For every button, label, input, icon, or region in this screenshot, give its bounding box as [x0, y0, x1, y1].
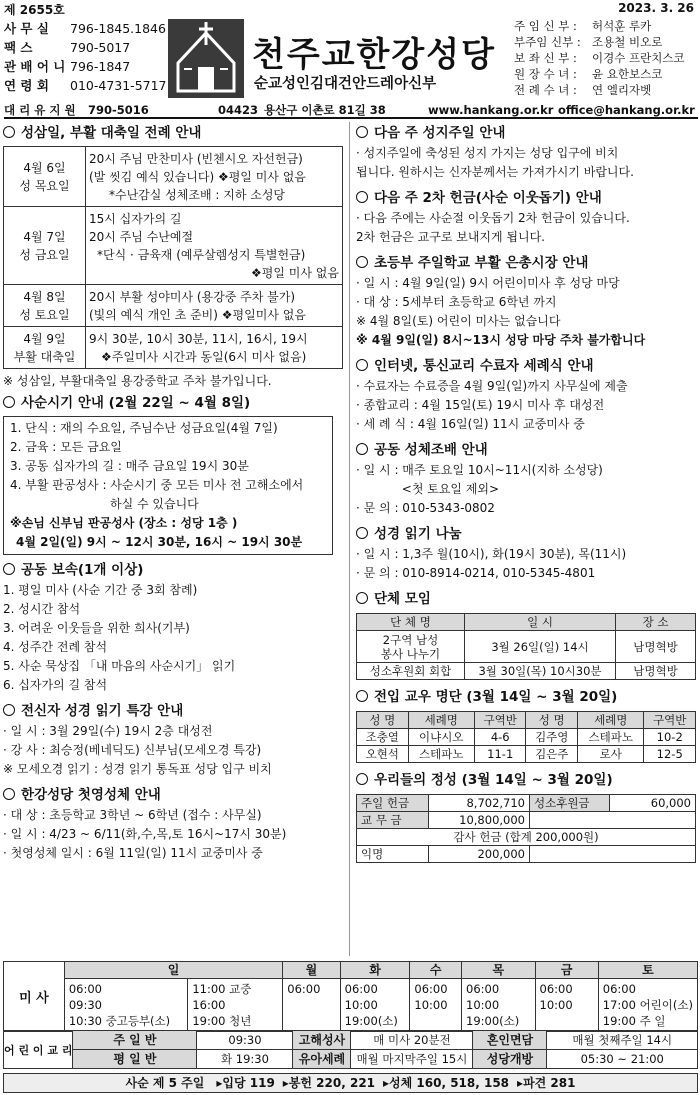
offering-table: 주일 헌금 8,702,710 성소후원금 60,000 교 무 금 10,800,000 감사 헌금 (합계 200,000원) 익명 200,000 [356, 794, 696, 863]
circle-bullet-icon [356, 126, 368, 138]
circle-bullet-icon [356, 527, 368, 539]
contact-list: 사 무 실 796-1845.1846 팩 스 790-5017 관 배 어 니 796-1847 연 령 회 010-4731-5717 [4, 21, 167, 93]
table-row: 2구역 남성 봉사 나누기 3월 26일(일) 14시 남명혁방 [357, 631, 696, 663]
section-baptism: 인터넷, 통신교리 수료자 세례식 안내 [356, 355, 698, 377]
table-row: 오현석 스테파노 11-1 김은주 로사 12-5 [357, 746, 696, 763]
table-row: 조충열 이냐시오 4-6 김주영 스테파노 10-2 [357, 729, 696, 746]
church-subtitle: 순교성인김대건안드레아신부 [254, 76, 437, 92]
clergy-list: 주 임 신 부 : 허석훈 루카 부주임 신부 : 조용철 비오로 보 좌 신 부 : 이경수 프란치스코 원 장 수 녀 : 윤 요한보스코 전 례 수 녀 : 연 엘리자벳 [514, 19, 685, 97]
issue-number: 제 2655호 [4, 3, 65, 17]
circle-bullet-icon [356, 359, 368, 371]
group-table: 단 체 명 일 시 장 소 2구역 남성 봉사 나누기 3월 26일(일) 14시 남명혁방 성소후원회 회합 3월 30일(목) 10시30분 남명혁방 [356, 613, 696, 680]
circle-bullet-icon [3, 396, 15, 408]
circle-bullet-icon [3, 126, 15, 138]
email-link[interactable]: office@hankang.or.kr [558, 103, 695, 117]
section-sunday-school: 초등부 주일학교 부활 은총시장 안내 [356, 252, 698, 274]
circle-bullet-icon [356, 191, 368, 203]
section-newcomers: 전입 교우 명단 (3월 14일 ~ 3월 20일) [356, 686, 698, 708]
mass-schedule: 미 사 일 월 화 수 목 금 토 06:00 09:30 10:30 중고등부(소) 11:00 교중 16:00 19:00 청년 06:00 06:00 10:00 19:00(소) 06:00 10:00 06:00 10:00 19:00(소) 06:00 10:00 06:00 17:00 어린이(소) 19:00 주 일 [3, 961, 698, 1032]
circle-bullet-icon [3, 704, 15, 716]
section-bible-sharing: 성경 읽기 나눔 [356, 523, 698, 545]
circle-bullet-icon [356, 256, 368, 268]
section-first-communion: 한강성당 첫영성체 안내 [3, 784, 346, 806]
circle-bullet-icon [356, 592, 368, 604]
left-column: 성삼일, 부활 대축일 전례 안내 4월 6일 성 목요일 20시 주님 만찬미사 (빈첸시오 자선헌금) (발 씻김 예식 있습니다) ❖평일 미사 없음 *수난감실 성체조배 : 지하 소성당 4월 7일 성 금요일 15시 십자가의 길 20시 주님 수난예절 *단식 · 금육재 (예루살렘성지 특별헌금) ❖평일 미사 없음 4월 8일 성 토요일 20시 부활 성야미사 (용강중 주차 불가) (빛의 예식 개인 초 준비) ❖평일미사 없음 4월 9일 부활 대축일 9시 30분, 10시 30분, 11시, 16시, 19시 ❖주일미사 시간과 동일(6시 미사 없음) ※ 성삼일, 부활대축일 용강중학교 주차 불가입니다. 사순시기 안내 (2월 22일 ~ 4월 8일) 1. 단식 : 재의 수요일, 주님수난 성금요일(4월 7일) 2. 금육 : 모든 금요일 3. 공동 십자가의 길 : 매주 금요일 19시 30분 4. 부활 판공성사 : 사순시기 중 모든 미사 전 고해소에서 하실 수 있습니다 ※손님 신부님 판공성사 (장소 : 성당 1층 ) 4월 2일(일) 9시 ~ 12시 30분, 16시 ~ 19시 30분 공동 보속(1개 이상) 1. 평일 미사 (사순 기간 중 3회 참례) 2. 성시간 참석 3. 어려운 이웃들을 위한 희사(기부) 4. 성주간 전례 참석 5. 사순 묵상집 「내 마음의 사순시기」 읽기 6. 십자가의 길 참석 전신자 성경 읽기 특강 안내 · 일 시 : 3월 29일(수) 19시 2층 대성전 · 강 사 : 최승정(베네딕도) 신부님(모세오경 특강) ※ 모세오경 읽기 : 성경 읽기 통독표 성당 입구 비치 한강성당 첫영성체 안내 · 대 상 : 초등학교 3학년 ~ 6학년 (접수 : 사무실) · 일 시 : 4/23 ~ 6/11(화,수,목,토 16시~17시 30분) · 첫영성체 일시 : 6월 11일(일) 11시 교중미사 중 [3, 122, 346, 863]
church-name: 천주교한강성당 [252, 35, 496, 75]
church-building-icon [168, 19, 244, 98]
section-adoration: 공동 성체조배 안내 [356, 439, 698, 461]
hymn-footer: 사순 제 5 주일 ▸입당 119 ▸봉헌 220, 221 ▸성체 160, 518, 158 ▸파견 281 [3, 1073, 698, 1093]
circle-bullet-icon [356, 690, 368, 702]
penance-list: 1. 평일 미사 (사순 기간 중 3회 참례) 2. 성시간 참석 3. 어려운 이웃들을 위한 희사(기부) 4. 성주간 전례 참석 5. 사순 묵상집 「내 마음의 사순시기」 읽기 6. 십자가의 길 참석 [3, 583, 236, 692]
section-second-collection: 다음 주 2차 헌금(사순 이웃돕기) 안내 [356, 187, 698, 209]
triduum-table: 4월 6일 성 목요일 20시 주님 만찬미사 (빈첸시오 자선헌금) (발 씻김 예식 있습니다) ❖평일 미사 없음 *수난감실 성체조배 : 지하 소성당 4월 7일 성 금요일 15시 십자가의 길 20시 주님 수난예절 *단식 · 금육재 (예루살렘성지 특별헌금) ❖평일 미사 없음 4월 8일 성 토요일 20시 부활 성야미사 (용강중 주차 불가) (빛의 예식 개인 초 준비) ❖평일미사 없음 4월 9일 부활 대축일 9시 30분, 10시 30분, 11시, 16시, 19시 ❖주일미사 시간과 동일(6시 미사 없음) [3, 146, 343, 369]
right-column: 다음 주 성지주일 안내 · 성지주일에 축성된 성지 가지는 성당 입구에 비치 됩니다. 원하시는 신자분께서는 가져가시기 바랍니다. 다음 주 2차 헌금(사순 이웃돕기) 안내 · 다음 주에는 사순절 이웃돕기 2차 헌금이 있습니다. 2차 헌금은 교구로 보내지게 됩니다. 초등부 주일학교 부활 은총시장 안내 · 일 시 : 4월 9일(일) 9시 어린이미사 후 성당 마당 · 대 상 : 5세부터 초등학교 6학년 까지 ※ 4월 8일(토) 어린이 미사는 없습니다 ※ 4월 9일(일) 8시~13시 성당 마당 주차 불가합니다 인터넷, 통신교리 수료자 세례식 안내 · 수료자는 수료증을 4월 9일(일)까지 사무실에 제출 · 종합교리 : 4월 15일(토) 19시 미사 후 대성전 · 세 례 식 : 4월 16일(일) 11시 교중미사 중 공동 성체조배 안내 · 일 시 : 매주 토요일 10시~11시(지하 소성당) <첫 토요일 제외> · 문 의 : 010-5343-0802 성경 읽기 나눔 · 일 시 : 1,3주 월(10시), 화(19시 30분), 목(11시) · 문 의 : 010-8914-0214, 010-5345-4801 단체 모임 단 체 명 일 시 장 소 2구역 남성 봉사 나누기 3월 26일(일) 14시 남명혁방 성소후원회 회합 3월 30일(목) 10시30분 남명혁방 전입 교우 명단 (3월 14일 ~ 3월 20일) 성 명 세례명 구역반 성 명 세례명 구역반 조충열 이냐시오 4-6 김주영 스테파노 10-2 오현석 스테파노 11-1 김은주 로사 12-5 우리들의 정성 (3월 14일 ~ 3월 20일) 주일 헌금 8,702,710 성소후원금 60,000 교 무 금 10,800,000 감사 헌금 (합계 200,000원) 익명 200,000 [356, 122, 698, 863]
column-divider [349, 122, 350, 956]
table-row: 성소후원회 회합 3월 30일(목) 10시30분 남명혁방 [357, 663, 696, 680]
lent-box: 1. 단식 : 재의 수요일, 주님수난 성금요일(4월 7일) 2. 금육 : 모든 금요일 3. 공동 십자가의 길 : 매주 금요일 19시 30분 4. 부활 판공성사 : 사순시기 중 모든 미사 전 고해소에서 하실 수 있습니다 ※손님 신부님 판공성사 (장소 : 성당 1층 ) 4월 2일(일) 9시 ~ 12시 30분, 16시 ~ 19시 30분 [3, 416, 333, 555]
section-holy-triduum: 성삼일, 부활 대축일 전례 안내 [3, 122, 346, 144]
section-penance: 공동 보속(1개 이상) [3, 559, 346, 581]
section-lent: 사순시기 안내 (2월 22일 ~ 4월 8일) [3, 392, 346, 414]
triduum-note: ※ 성삼일, 부활대축일 용강중학교 주차 불가입니다. [3, 374, 272, 388]
address-bar: 대 리 유 지 원 790-5016 04423 용산구 이촌로 81길 38 www.hankang.or.kr office@hankang.or.kr [4, 101, 698, 119]
section-palm-sunday: 다음 주 성지주일 안내 [356, 122, 698, 144]
circle-bullet-icon [3, 563, 15, 575]
section-offerings: 우리들의 정성 (3월 14일 ~ 3월 20일) [356, 769, 698, 791]
section-group-meetings: 단체 모임 [356, 588, 698, 610]
website-link[interactable]: www.hankang.or.kr [428, 103, 554, 117]
section-bible-lecture: 전신자 성경 읽기 특강 안내 [3, 700, 346, 722]
issue-date: 2023. 3. 26 [618, 1, 694, 15]
circle-bullet-icon [356, 443, 368, 455]
church-logo [168, 19, 244, 98]
newcomer-table: 성 명 세례명 구역반 성 명 세례명 구역반 조충열 이냐시오 4-6 김주영 스테파노 10-2 오현석 스테파노 11-1 김은주 로사 12-5 [356, 711, 696, 763]
circle-bullet-icon [3, 788, 15, 800]
circle-bullet-icon [356, 773, 368, 785]
info-schedule: 어 린 이 교 리 주 일 반 09:30 고해성사 매 미사 20분전 혼인면담 매월 첫째주일 14시 평 일 반 화 19:30 유아세례 매월 마지막주일 15시 성당개방 05:30 ~ 21:00 [3, 1030, 698, 1069]
